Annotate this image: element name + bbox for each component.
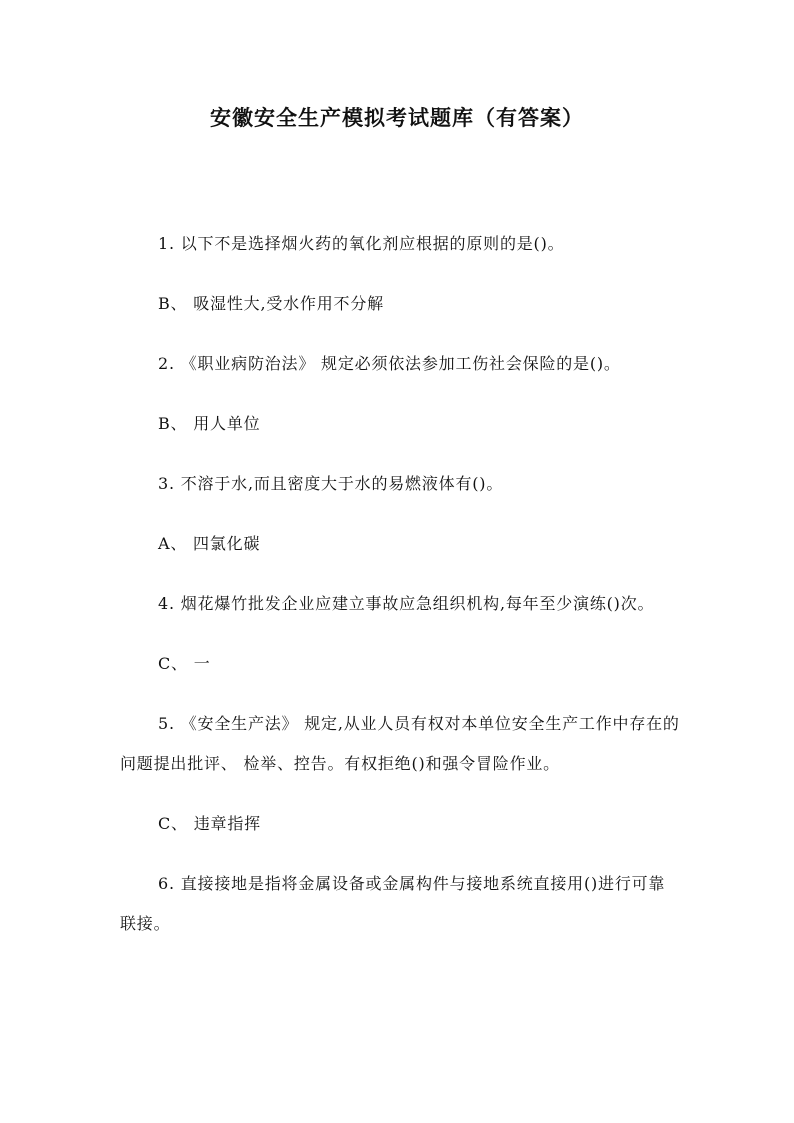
- question-5: 5. 《安全生产法》 规定,从业人员有权对本单位安全生产工作中存在的问题提出批评、 检举、控告。有权拒绝()和强令冒险作业。: [120, 714, 680, 773]
- question-1: 1. 以下不是选择烟火药的氧化剂应根据的原则的是()。: [158, 234, 565, 253]
- question-2: 2. 《职业病防治法》 规定必须依法参加工伤社会保险的是()。: [158, 354, 621, 373]
- question-4: 4. 烟花爆竹批发企业应建立事故应急组织机构,每年至少演练()次。: [158, 594, 655, 613]
- answer-4: C、 一: [158, 654, 211, 673]
- answer-3: A、 四氯化碳: [158, 534, 261, 553]
- question-3: 3. 不溶于水,而且密度大于水的易燃液体有()。: [158, 474, 504, 493]
- question-6: 6. 直接接地是指将金属设备或金属构件与接地系统直接用()进行可靠联接。: [120, 874, 666, 933]
- answer-1: B、 吸湿性大,受水作用不分解: [158, 294, 384, 313]
- document-title: 安徽安全生产模拟考试题库（有答案）: [210, 105, 584, 130]
- document-body: [120, 224, 680, 964]
- answer-2: B、 用人单位: [158, 414, 261, 433]
- answer-5: C、 违章指挥: [158, 814, 261, 833]
